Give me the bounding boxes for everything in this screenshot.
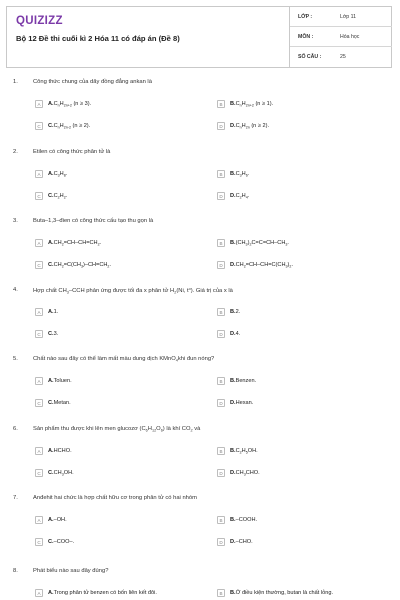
option-label: A.: [48, 101, 54, 107]
meta-value: 25: [340, 54, 346, 60]
option-text: 3.: [53, 331, 59, 337]
option-label: A.: [48, 171, 54, 177]
option-label: C.: [48, 193, 54, 199]
meta-label: LỚP :: [298, 13, 313, 20]
option-text: Trong phân tử benzen có bốn liên kết đôi.: [53, 590, 157, 596]
option-label: B.: [230, 378, 236, 384]
answer-option-b[interactable]: [217, 239, 289, 247]
option-label: D.: [230, 400, 236, 406]
option-text: $C_nH_{2n+2}$ (n ≥ 3).: [53, 100, 92, 108]
option-text: $CH_2=CH-CH=C(CH_3)_2$.: [235, 261, 294, 269]
question-text: Etilen có công thức phân tử là: [33, 149, 111, 155]
option-text: $C_2H_5OH$.: [235, 447, 258, 455]
option-text: 1.: [53, 309, 59, 315]
option-text: –OH.: [53, 517, 67, 523]
answer-option-c[interactable]: [35, 261, 111, 269]
answer-option-c[interactable]: [35, 330, 58, 338]
answer-option-b[interactable]: [217, 447, 258, 455]
option-text: $C_3H_6$.: [235, 170, 250, 178]
answer-option-a[interactable]: [35, 170, 67, 178]
meta-value: Hóa học: [340, 33, 360, 40]
option-text: Metan.: [53, 400, 71, 406]
meta-table: [289, 7, 392, 67]
option-label: B.: [230, 517, 236, 523]
option-text: Ở điều kiện thường, butan là chất lỏng.: [235, 590, 334, 596]
answer-option-d[interactable]: [217, 469, 260, 477]
question-number: 8.: [13, 568, 18, 574]
meta-row-class: [290, 7, 392, 27]
option-label: B.: [230, 448, 236, 454]
answer-option-a[interactable]: [35, 100, 91, 108]
answer-option-b[interactable]: [217, 170, 249, 178]
option-letter-box[interactable]: A: [35, 308, 43, 316]
option-label: C.: [48, 470, 54, 476]
option-text: –CHO.: [235, 539, 253, 545]
option-text: 4.: [235, 331, 241, 337]
question-number: 3.: [13, 218, 18, 224]
option-letter-box[interactable]: B: [217, 100, 225, 108]
answer-option-a[interactable]: [35, 516, 67, 524]
option-text: $C_3H_8$.: [53, 170, 68, 178]
option-letter-box[interactable]: D: [217, 538, 225, 546]
option-label: D.: [230, 539, 236, 545]
option-letter-box[interactable]: D: [217, 399, 225, 407]
option-label: D.: [230, 262, 236, 268]
option-label: A.: [48, 448, 54, 454]
option-letter-box[interactable]: C: [35, 399, 43, 407]
option-label: B.: [230, 309, 236, 315]
option-label: B.: [230, 171, 236, 177]
meta-label: MÔN :: [298, 33, 314, 40]
question-text: Buta–1,3–đien có công thức cấu tạo thu gọn là: [33, 218, 154, 224]
option-letter-box[interactable]: C: [35, 469, 43, 477]
answer-option-d[interactable]: [217, 330, 240, 338]
option-text: 2.: [235, 309, 241, 315]
option-letter-box[interactable]: B: [217, 308, 225, 316]
option-text: $CH_3OH$.: [53, 469, 74, 477]
answer-option-d[interactable]: [217, 192, 249, 200]
option-letter-box[interactable]: A: [35, 589, 43, 597]
option-text: $(CH_3)_2C=C=CH-CH_3$.: [235, 239, 289, 247]
option-letter-box[interactable]: D: [217, 330, 225, 338]
question-number: 5.: [13, 356, 18, 362]
answer-option-b[interactable]: [217, 516, 257, 524]
meta-row-question-count: [290, 47, 392, 67]
option-text: $C_2H_2$.: [53, 192, 68, 200]
answer-option-c[interactable]: [35, 192, 67, 200]
option-text: $CH_3CHO$.: [235, 469, 260, 477]
option-letter-box[interactable]: C: [35, 330, 43, 338]
answer-option-a[interactable]: [35, 308, 58, 316]
option-letter-box[interactable]: D: [217, 122, 225, 130]
option-label: A.: [48, 590, 54, 596]
option-letter-box[interactable]: B: [217, 170, 225, 178]
option-text: –COO–.: [53, 539, 75, 545]
answer-option-d[interactable]: [217, 261, 293, 269]
option-label: B.: [230, 590, 236, 596]
answer-option-c[interactable]: [35, 399, 71, 407]
option-label: A.: [48, 309, 54, 315]
option-label: A.: [48, 240, 54, 246]
answer-option-d[interactable]: [217, 538, 253, 546]
question-text: Sản phẩm thu được khi lên men glucozơ $(C_6H_{12}O_6)$ là khí $CO_2$ và: [33, 426, 201, 433]
option-text: $CH_2=C(CH_3)-CH=CH_2$.: [53, 261, 111, 269]
option-letter-box[interactable]: A: [35, 100, 43, 108]
option-letter-box[interactable]: D: [217, 261, 225, 269]
option-letter-box[interactable]: A: [35, 447, 43, 455]
question-number: 6.: [13, 426, 18, 432]
question-number: 1.: [13, 79, 18, 85]
option-letter-box[interactable]: C: [35, 261, 43, 269]
option-label: B.: [230, 240, 236, 246]
option-letter-box[interactable]: C: [35, 122, 43, 130]
option-label: B.: [230, 101, 236, 107]
meta-value: Lớp 11: [340, 13, 356, 20]
meta-label: SỐ CÂU :: [298, 54, 322, 60]
answer-option-a[interactable]: [35, 239, 101, 247]
option-text: $C_2H_4$.: [235, 192, 250, 200]
option-letter-box[interactable]: C: [35, 192, 43, 200]
option-text: $C_nH_{2n+2}$ (n ≥ 1).: [235, 100, 274, 108]
option-letter-box[interactable]: A: [35, 170, 43, 178]
option-text: Hexan.: [235, 400, 254, 406]
answer-option-b[interactable]: [217, 377, 256, 385]
option-label: D.: [230, 331, 236, 337]
question-number: 7.: [13, 495, 18, 501]
option-text: $C_nH_{2n}$ (n ≥ 2).: [235, 122, 269, 130]
answer-option-c[interactable]: [35, 469, 74, 477]
option-text: $C_nH_{2n-2}$ (n ≥ 2).: [53, 122, 91, 130]
answer-option-c[interactable]: [35, 122, 90, 130]
option-label: C.: [48, 400, 54, 406]
option-letter-box[interactable]: A: [35, 377, 43, 385]
option-text: Benzen.: [235, 378, 257, 384]
question-number: 4.: [13, 287, 18, 293]
question-text: Phát biểu nào sau đây đúng?: [33, 568, 109, 574]
option-letter-box[interactable]: B: [217, 447, 225, 455]
answer-option-c[interactable]: [35, 538, 74, 546]
option-label: D.: [230, 193, 236, 199]
option-label: D.: [230, 470, 236, 476]
option-text: HCHO.: [53, 448, 72, 454]
option-letter-box[interactable]: A: [35, 516, 43, 524]
option-text: Toluen.: [53, 378, 72, 384]
question-text: Công thức chung của dãy đồng đẳng ankan là: [33, 79, 152, 85]
option-letter-box[interactable]: B: [217, 589, 225, 597]
option-text: –COOH.: [235, 517, 258, 523]
answer-option-b[interactable]: [217, 100, 273, 108]
option-letter-box[interactable]: D: [217, 469, 225, 477]
question-text: Anđehit hai chức là hợp chất hữu cơ trong phân tử có hai nhóm: [33, 495, 197, 501]
document-header: [6, 6, 392, 68]
answer-option-a[interactable]: [35, 589, 157, 597]
question-number: 2.: [13, 149, 18, 155]
meta-row-subject: [290, 27, 392, 47]
answer-option-a[interactable]: [35, 377, 72, 385]
option-label: A.: [48, 378, 54, 384]
option-label: D.: [230, 123, 236, 129]
option-letter-box[interactable]: C: [35, 538, 43, 546]
option-letter-box[interactable]: A: [35, 239, 43, 247]
option-text: $CH_2=CH-CH=CH_2$.: [53, 239, 102, 247]
answer-option-b[interactable]: [217, 589, 333, 597]
page-title: Bộ 12 Đề thi cuối kì 2 Hóa 11 có đáp án (Đề 8): [16, 34, 180, 43]
option-label: C.: [48, 262, 54, 268]
option-label: C.: [48, 331, 54, 337]
answer-option-b[interactable]: [217, 308, 240, 316]
option-letter-box[interactable]: B: [217, 516, 225, 524]
answer-option-d[interactable]: [217, 122, 269, 130]
option-label: A.: [48, 517, 54, 523]
option-label: C.: [48, 123, 54, 129]
option-label: C.: [48, 539, 54, 545]
question-text: Chất nào sau đây có thể làm mất màu dung dịch KMnO$_4$khi đun nóng?: [33, 356, 215, 363]
option-letter-box[interactable]: B: [217, 377, 225, 385]
answer-option-a[interactable]: [35, 447, 72, 455]
option-letter-box[interactable]: B: [217, 239, 225, 247]
quizizz-logo[interactable]: QUIZIZZ: [16, 15, 63, 27]
answer-option-d[interactable]: [217, 399, 253, 407]
option-letter-box[interactable]: D: [217, 192, 225, 200]
question-text: Hợp chất $CH_3$–CCH phản ứng được tối đa x phân tử $H_2(Ni$, $t^o$). Giá trị của x là: [33, 287, 233, 295]
